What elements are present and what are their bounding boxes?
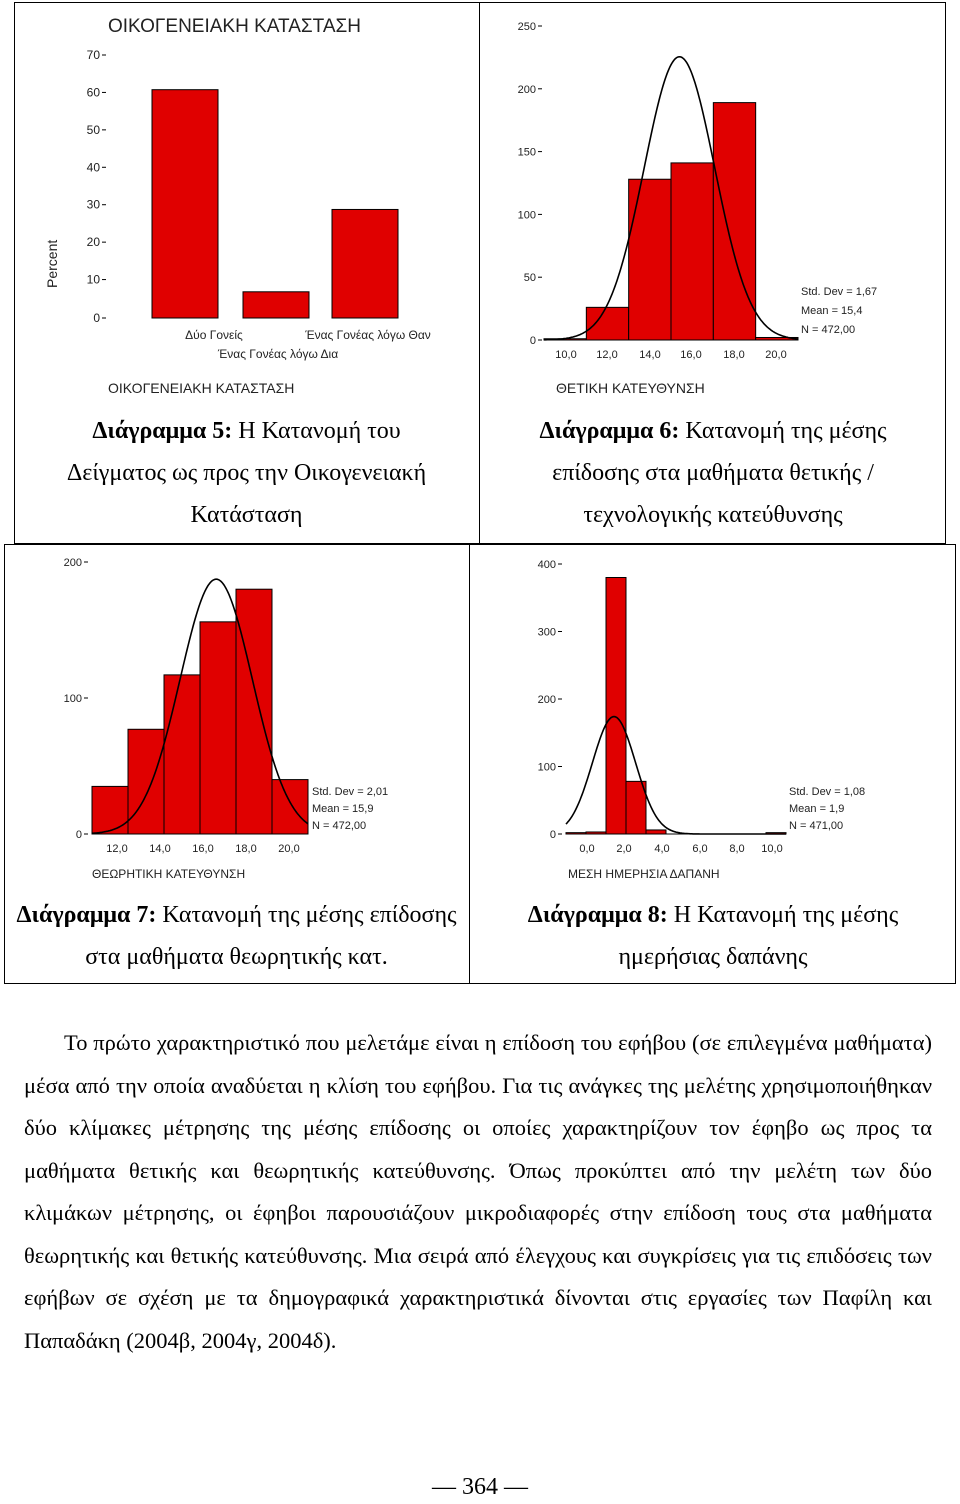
caption-6-text: Κατανομή της μέσης επίδοσης στα μαθήματα θετικής / τεχνολογικής κατεύθυνσης xyxy=(552,418,887,528)
chart-5-ylabel: Percent xyxy=(44,239,60,288)
y-tick-label: 100 xyxy=(63,693,82,705)
chart-7-stat-mean: Mean = 15,9 xyxy=(312,803,374,815)
y-tick-label: 10 xyxy=(86,272,100,287)
histogram-bar xyxy=(671,163,713,340)
histogram-bar xyxy=(200,622,236,834)
y-tick-label: 50 xyxy=(86,122,100,137)
x-tick-label: 12,0 xyxy=(596,349,618,361)
x-tick-label: 0,0 xyxy=(579,843,595,855)
bar xyxy=(243,292,309,318)
y-tick-label: 70 xyxy=(86,48,100,62)
histogram-bar xyxy=(128,729,164,834)
x-tick-label: Ένας Γονέας λόγω Δια xyxy=(217,347,339,361)
histogram-bar xyxy=(586,307,628,340)
y-tick-label: 0 xyxy=(529,335,536,347)
chart-7-xlabel: ΘΕΩΡΗΤΙΚΗ ΚΑΤΕΥΘΥΝΣΗ xyxy=(92,867,246,881)
page-number-dash-left: — xyxy=(432,1474,456,1500)
x-tick-label: 12,0 xyxy=(106,843,128,855)
histogram-bar xyxy=(236,589,272,834)
caption-6-label: Διάγραμμα 6: xyxy=(539,418,680,444)
y-tick-label: 100 xyxy=(537,761,556,774)
chart-7-stat-n: N = 472,00 xyxy=(312,820,367,832)
body-paragraph: Το πρώτο χαρακτηριστικό που μελετάμε είναι η επίδοση του εφήβου (σε επιλεγμένα μαθήματα) μέσα από την οποία αναδύεται η κλίση του εφήβου. Για τις ανάγκες της μελέτης χρησιμοποιήθηκαν δύο κλίμακες μέτρησης της μέσης επίδοσης οι οποίες χαρακτηρίζουν τον έφηβο ως προς τα μαθήματα θετικής και θεωρητικής κατεύθυνσης. Όπως προκύπτει από την μελέτη των δύο κλιμάκων μέτρησης, οι έφηβοι παρουσιάζουν μικροδιαφορές στην επίδοση τους στα μαθήματα θεωρητικής και θετικής κατεύθυνσης. Μια σειρά από έλεγχους και συγκρίσεις για τις επιδόσεις των εφήβων σε σχέση με τα δημογραφικά χαρακτηριστικά δίνονται στις εργασίες των Παφίλη και Παπαδάκη (2004β, 2004γ, 2004δ). xyxy=(24,1030,932,1353)
histogram-bar xyxy=(272,780,308,834)
histogram-bar xyxy=(92,786,128,834)
x-tick-label: 18,0 xyxy=(235,843,257,855)
x-tick-label: 6,0 xyxy=(692,843,708,855)
x-tick-label: Ένας Γονέας λόγω Θαν xyxy=(305,328,431,342)
bar xyxy=(152,90,218,318)
y-tick-label: 20 xyxy=(86,235,100,250)
x-tick-label: 16,0 xyxy=(192,843,214,855)
histogram-bar xyxy=(164,675,200,834)
y-tick-label: 0 xyxy=(549,829,556,841)
y-tick-label: 100 xyxy=(517,209,536,222)
y-tick-label: 60 xyxy=(86,85,100,100)
caption-6 xyxy=(480,410,946,536)
y-tick-label: 50 xyxy=(523,272,536,285)
caption-7-label: Διάγραμμα 7: xyxy=(16,902,157,928)
chart-6-stat-mean: Mean = 15,4 xyxy=(801,305,863,317)
chart-8-stat-mean: Mean = 1,9 xyxy=(789,803,845,815)
x-tick-label: 4,0 xyxy=(654,843,670,855)
chart-6-stat-sd: Std. Dev = 1,67 xyxy=(801,286,878,298)
normal-curve xyxy=(566,717,786,834)
chart-7 xyxy=(4,544,469,894)
y-tick-label: 200 xyxy=(517,83,536,96)
page-number-dash-right: — xyxy=(504,1474,528,1500)
chart-8-stat-sd: Std. Dev = 1,08 xyxy=(789,786,866,798)
y-tick-label: 250 xyxy=(517,21,536,33)
x-tick-label: 10,0 xyxy=(761,843,783,855)
caption-8-label: Διάγραμμα 8: xyxy=(527,902,668,928)
x-tick-label: 16,0 xyxy=(680,349,702,361)
x-tick-label: Δύο Γονείς xyxy=(185,328,243,342)
x-tick-label: 14,0 xyxy=(639,349,661,361)
chart-5-title: ΟΙΚΟΓΕΝΕΙΑΚΗ ΚΑΤΑΣΤΑΣΗ xyxy=(108,16,361,37)
y-tick-label: 0 xyxy=(75,829,82,841)
caption-5-label: Διάγραμμα 5: xyxy=(92,418,233,444)
caption-5 xyxy=(14,410,479,536)
y-tick-label: 40 xyxy=(86,160,100,175)
chart-6-xlabel: ΘΕΤΙΚΗ ΚΑΤΕΥΘΥΝΣΗ xyxy=(556,380,705,396)
chart-8 xyxy=(470,544,956,894)
x-tick-label: 2,0 xyxy=(616,843,632,855)
chart-5-xlabel: ΟΙΚΟΓΕΝΕΙΑΚΗ ΚΑΤΑΣΤΑΣΗ xyxy=(108,380,295,396)
y-tick-label: 0 xyxy=(93,311,100,325)
histogram-bar xyxy=(626,781,646,834)
y-tick-label: 200 xyxy=(63,557,82,569)
caption-5-text: Η Κατανομή του Δείγματος ως προς την Οικογενειακή Κατάσταση xyxy=(66,418,427,528)
x-tick-label: 20,0 xyxy=(278,843,300,855)
page-number xyxy=(0,1474,960,1501)
histogram-bar xyxy=(646,830,666,834)
histogram-bar xyxy=(606,578,626,835)
chart-7-stat-sd: Std. Dev = 2,01 xyxy=(312,786,389,798)
y-tick-label: 30 xyxy=(86,197,100,212)
histogram-bar xyxy=(629,179,671,340)
y-tick-label: 300 xyxy=(537,626,556,639)
y-tick-label: 150 xyxy=(517,146,536,159)
chart-8-xlabel: ΜΕΣΗ ΗΜΕΡΗΣΙΑ ΔΑΠΑΝΗ xyxy=(568,867,720,881)
caption-8-text: Η Κατανομή της μέσης ημερήσιας δαπάνης xyxy=(618,902,899,970)
chart-6 xyxy=(480,2,946,402)
y-tick-label: 200 xyxy=(537,694,556,706)
chart-8-stat-n: N = 471,00 xyxy=(789,820,844,832)
x-tick-label: 14,0 xyxy=(149,843,171,855)
chart-6-stat-n: N = 472,00 xyxy=(801,324,856,336)
x-tick-label: 8,0 xyxy=(729,843,745,855)
y-tick-label: 400 xyxy=(537,559,556,571)
caption-7-text: Κατανομή της μέσης επίδοσης στα μαθήματα θεωρητικής κατ. xyxy=(85,902,457,970)
caption-7 xyxy=(4,894,469,978)
page-number-value: 364 xyxy=(462,1474,498,1500)
x-tick-label: 18,0 xyxy=(723,349,745,361)
caption-8 xyxy=(470,894,956,978)
x-tick-label: 20,0 xyxy=(765,349,787,361)
bar xyxy=(332,209,398,318)
x-tick-label: 10,0 xyxy=(555,349,577,361)
histogram-bar xyxy=(713,103,755,340)
chart-5 xyxy=(14,2,479,402)
